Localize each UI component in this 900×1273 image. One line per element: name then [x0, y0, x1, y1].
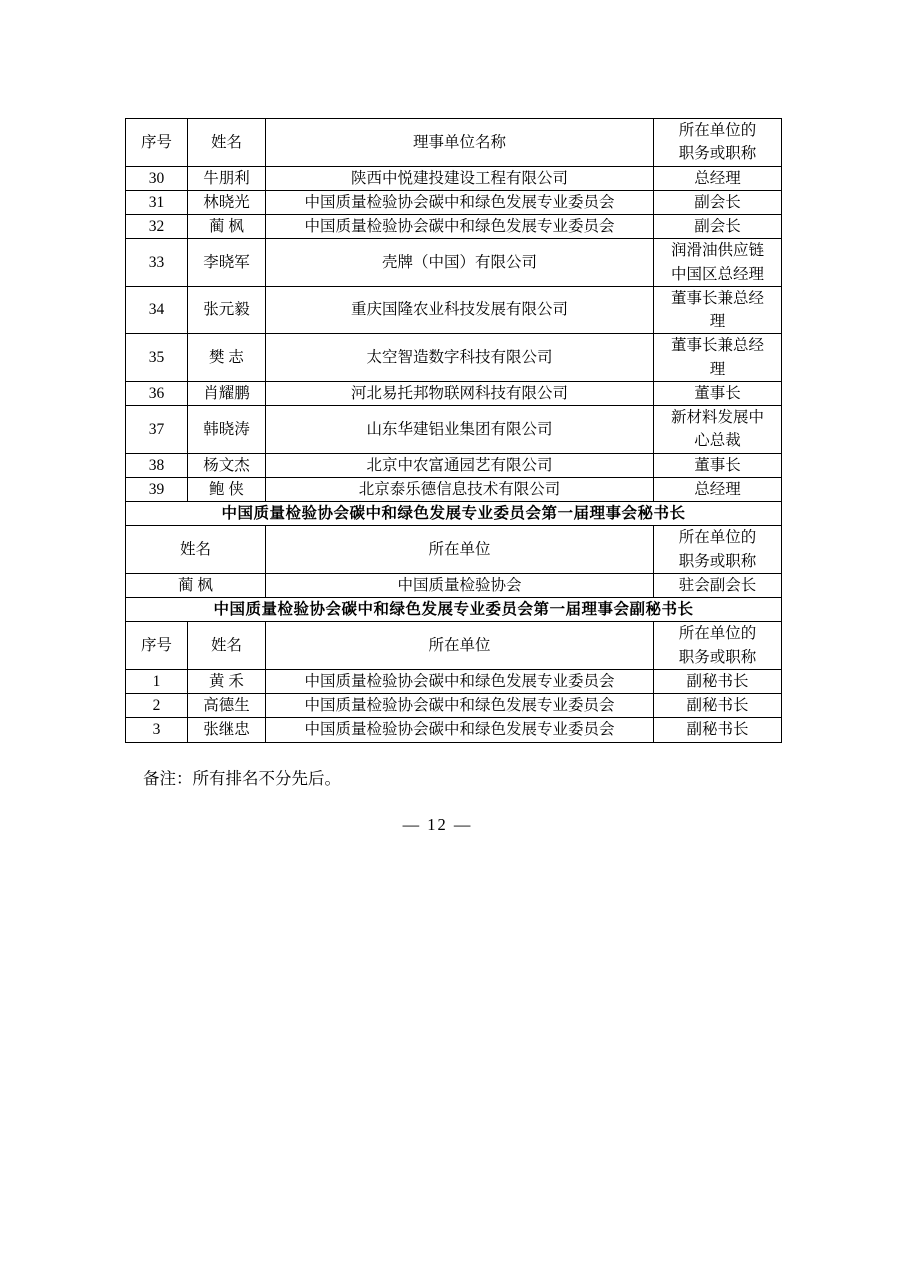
- header-seq: 序号: [126, 119, 188, 167]
- row-unit: 中国质量检验协会碳中和绿色发展专业委员会: [266, 694, 654, 718]
- header-title-line2: 职务或职称: [678, 552, 757, 570]
- section-title-text: 中国质量检验协会碳中和绿色发展专业委员会第一届理事会副秘书长: [126, 598, 782, 622]
- table-header-row: [126, 119, 782, 167]
- row-title-line1: 新材料发展中: [670, 409, 764, 426]
- header-title: [654, 622, 782, 670]
- row-title-line1: 董事长兼总经: [670, 289, 764, 307]
- header-unit: 所在单位: [266, 622, 654, 670]
- row-unit: 壳牌（中国）有限公司: [266, 239, 654, 287]
- table-row: [126, 334, 782, 382]
- row-unit: 北京泰乐德信息技术有限公司: [266, 477, 654, 501]
- table-header-row: [126, 622, 782, 670]
- row-seq: 31: [126, 190, 188, 214]
- header-name: 姓名: [188, 622, 266, 670]
- row-title: 副会长: [654, 215, 782, 239]
- row-seq: 32: [126, 215, 188, 239]
- row-title: 副秘书长: [654, 718, 782, 742]
- table-row: [126, 239, 782, 287]
- row-name: 肖耀鹏: [188, 381, 266, 405]
- row-seq: 33: [126, 239, 188, 287]
- row-name: 牛朋利: [188, 166, 266, 190]
- row-name: 高德生: [188, 694, 266, 718]
- row-unit: 中国质量检验协会碳中和绿色发展专业委员会: [266, 215, 654, 239]
- row-name: 樊 志: [188, 334, 266, 382]
- header-title-line1: 所在单位的: [678, 625, 757, 643]
- row-title: 副会长: [654, 190, 782, 214]
- page-number: — 12 —: [402, 814, 473, 834]
- row-title: 董事长: [654, 381, 782, 405]
- row-name: 黄 禾: [188, 669, 266, 693]
- table-row: [126, 669, 782, 693]
- row-title: 总经理: [654, 477, 782, 501]
- table-row: [126, 453, 782, 477]
- table-row: [126, 286, 782, 334]
- header-seq: 序号: [126, 622, 188, 670]
- header-title-line1: 所在单位的: [678, 529, 757, 547]
- row-unit: 河北易托邦物联网科技有限公司: [266, 381, 654, 405]
- row-name: 林晓光: [188, 190, 266, 214]
- row-seq: 3: [126, 718, 188, 742]
- row-title: [654, 334, 782, 382]
- row-title-line2: 理: [709, 313, 726, 330]
- table-row: [126, 718, 782, 742]
- row-title-line1: 董事长兼总经: [670, 337, 764, 355]
- row-name: 杨文杰: [188, 453, 266, 477]
- row-unit: 中国质量检验协会碳中和绿色发展专业委员会: [266, 718, 654, 742]
- table-row: [126, 477, 782, 501]
- header-title: [654, 119, 782, 167]
- board-members-table: [125, 118, 782, 743]
- section-title-text: 中国质量检验协会碳中和绿色发展专业委员会第一届理事会秘书长: [126, 502, 782, 526]
- row-name: 李晓军: [188, 239, 266, 287]
- row-title-line2: 中国区总经理: [670, 265, 764, 283]
- row-seq: 35: [126, 334, 188, 382]
- row-name: 鲍 侠: [188, 477, 266, 501]
- section-title-deputy-secretary-general: [126, 598, 782, 622]
- row-unit: 北京中农富通园艺有限公司: [266, 453, 654, 477]
- row-title: 驻会副会长: [654, 573, 782, 597]
- row-title: 董事长: [654, 453, 782, 477]
- row-name: 蔺 枫: [126, 573, 266, 597]
- row-unit: 太空智造数字科技有限公司: [266, 334, 654, 382]
- row-title: 副秘书长: [654, 694, 782, 718]
- row-seq: 34: [126, 286, 188, 334]
- row-title-line2: 心总裁: [694, 432, 741, 450]
- row-title: [654, 406, 782, 454]
- row-title: [654, 286, 782, 334]
- header-unit: 理事单位名称: [266, 119, 654, 167]
- table-row: [126, 573, 782, 597]
- row-name: 张继忠: [188, 718, 266, 742]
- header-title-line2: 职务或职称: [678, 145, 757, 163]
- row-unit: 中国质量检验协会碳中和绿色发展专业委员会: [266, 669, 654, 693]
- footnote: 备注：所有排名不分先后。: [143, 768, 341, 788]
- row-title: 副秘书长: [654, 669, 782, 693]
- section-title-secretary-general: [126, 502, 782, 526]
- header-title-line1: 所在单位的: [678, 122, 757, 139]
- row-unit: 中国质量检验协会: [266, 573, 654, 597]
- row-name: 韩晓涛: [188, 406, 266, 454]
- row-title: 总经理: [654, 166, 782, 190]
- header-title: [654, 526, 782, 574]
- table-header-row: [126, 526, 782, 574]
- header-name: 姓名: [126, 526, 266, 574]
- row-seq: 39: [126, 477, 188, 501]
- header-title-line2: 职务或职称: [678, 648, 757, 666]
- row-seq: 2: [126, 694, 188, 718]
- row-seq: 30: [126, 166, 188, 190]
- row-seq: 1: [126, 669, 188, 693]
- row-name: 张元毅: [188, 286, 266, 334]
- row-unit: 山东华建铝业集团有限公司: [266, 406, 654, 454]
- row-seq: 38: [126, 453, 188, 477]
- row-unit: 中国质量检验协会碳中和绿色发展专业委员会: [266, 190, 654, 214]
- row-title: [654, 239, 782, 287]
- table-row: [126, 406, 782, 454]
- table-row: [126, 694, 782, 718]
- table-row: [126, 381, 782, 405]
- row-unit: 重庆国隆农业科技发展有限公司: [266, 286, 654, 334]
- header-name: 姓名: [188, 119, 266, 167]
- table-row: [126, 166, 782, 190]
- row-seq: 36: [126, 381, 188, 405]
- row-unit: 陕西中悦建投建设工程有限公司: [266, 166, 654, 190]
- table-row: [126, 190, 782, 214]
- row-seq: 37: [126, 406, 188, 454]
- header-unit: 所在单位: [266, 526, 654, 574]
- table-row: [126, 215, 782, 239]
- row-title-line2: 理: [709, 360, 726, 378]
- row-title-line1: 润滑油供应链: [670, 242, 764, 260]
- row-name: 蔺 枫: [188, 215, 266, 239]
